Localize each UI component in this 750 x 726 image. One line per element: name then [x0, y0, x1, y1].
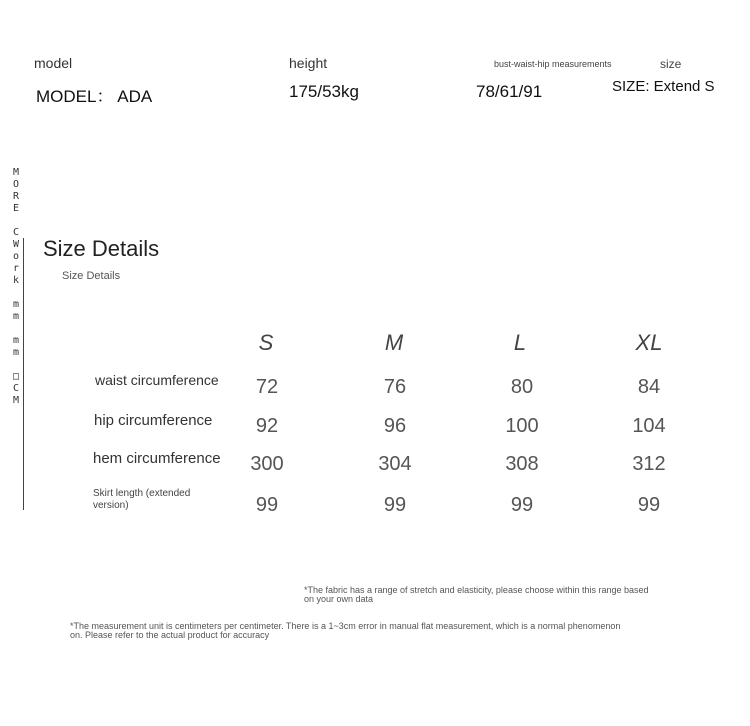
- side-char: M: [12, 167, 20, 178]
- side-divider: [23, 238, 24, 510]
- table-cell: 99: [637, 494, 661, 516]
- bwh-value: 78/61/91: [476, 82, 543, 101]
- table-cell: 96: [383, 415, 407, 437]
- table-cell: 300: [250, 453, 284, 475]
- page-subtitle: Size Details: [62, 270, 121, 282]
- measurement-note-line2: on. Please refer to the actual product for accuracy: [70, 630, 270, 640]
- side-char: [9, 358, 23, 370]
- col-header-m: M: [384, 330, 404, 355]
- table-cell: 99: [255, 494, 279, 516]
- model-label: model: [34, 55, 73, 71]
- side-char: m: [12, 299, 20, 310]
- table-cell: 99: [510, 494, 534, 516]
- table-cell: 99: [383, 494, 407, 516]
- row-label-waist: waist circumference: [95, 372, 219, 388]
- side-vertical-text: [9, 166, 23, 406]
- table-cell: 104: [632, 415, 666, 437]
- size-value: SIZE: Extend S: [612, 78, 715, 95]
- side-char: [9, 214, 23, 226]
- side-char: k: [12, 275, 20, 286]
- row-label-hem: hem circumference: [93, 450, 221, 467]
- col-header-l: L: [513, 330, 527, 355]
- height-label: height: [289, 55, 328, 71]
- table-cell: 76: [383, 376, 407, 398]
- side-char: W: [12, 239, 20, 250]
- fabric-note-line1: *The fabric has a range of stretch and elasticity, please choose within this range based: [304, 585, 649, 595]
- side-char: □: [12, 371, 20, 382]
- bwh-label: bust-waist-hip measurements: [494, 59, 612, 69]
- side-char: [9, 286, 23, 298]
- side-char: m: [12, 311, 20, 322]
- col-header-s: S: [258, 330, 274, 355]
- side-char: O: [12, 179, 20, 190]
- table-cell: 100: [505, 415, 539, 437]
- side-char: o: [12, 251, 20, 262]
- col-header-xl: XL: [635, 330, 663, 355]
- side-char: E: [12, 203, 20, 214]
- side-char: C: [12, 383, 20, 394]
- size-label: size: [660, 57, 682, 71]
- table-cell: 80: [510, 376, 534, 398]
- measurement-note-line1: *The measurement unit is centimeters per centimeter. There is a 1~3cm error in manual flat measurement, which is a normal phenomenon: [70, 621, 621, 631]
- table-cell: 84: [637, 376, 661, 398]
- table-cell: 72: [255, 376, 279, 398]
- model-value: MODEL： ADA: [36, 87, 153, 106]
- side-char: r: [12, 263, 20, 274]
- side-char: R: [12, 191, 20, 202]
- table-cell: 304: [378, 453, 412, 475]
- side-char: C: [12, 227, 20, 238]
- side-char: m: [12, 347, 20, 358]
- side-char: [9, 322, 23, 334]
- row-label-skirt-length: Skirt length (extended version): [93, 488, 191, 511]
- fabric-note-line2: on your own data: [304, 594, 374, 604]
- row-label-hip: hip circumference: [94, 412, 213, 429]
- table-cell: 92: [255, 415, 279, 437]
- table-cell: 312: [632, 453, 666, 475]
- height-value: 175/53kg: [289, 82, 359, 101]
- side-char: m: [12, 335, 20, 346]
- side-char: M: [12, 395, 20, 406]
- table-cell: 308: [505, 453, 539, 475]
- page-title: Size Details: [43, 236, 160, 261]
